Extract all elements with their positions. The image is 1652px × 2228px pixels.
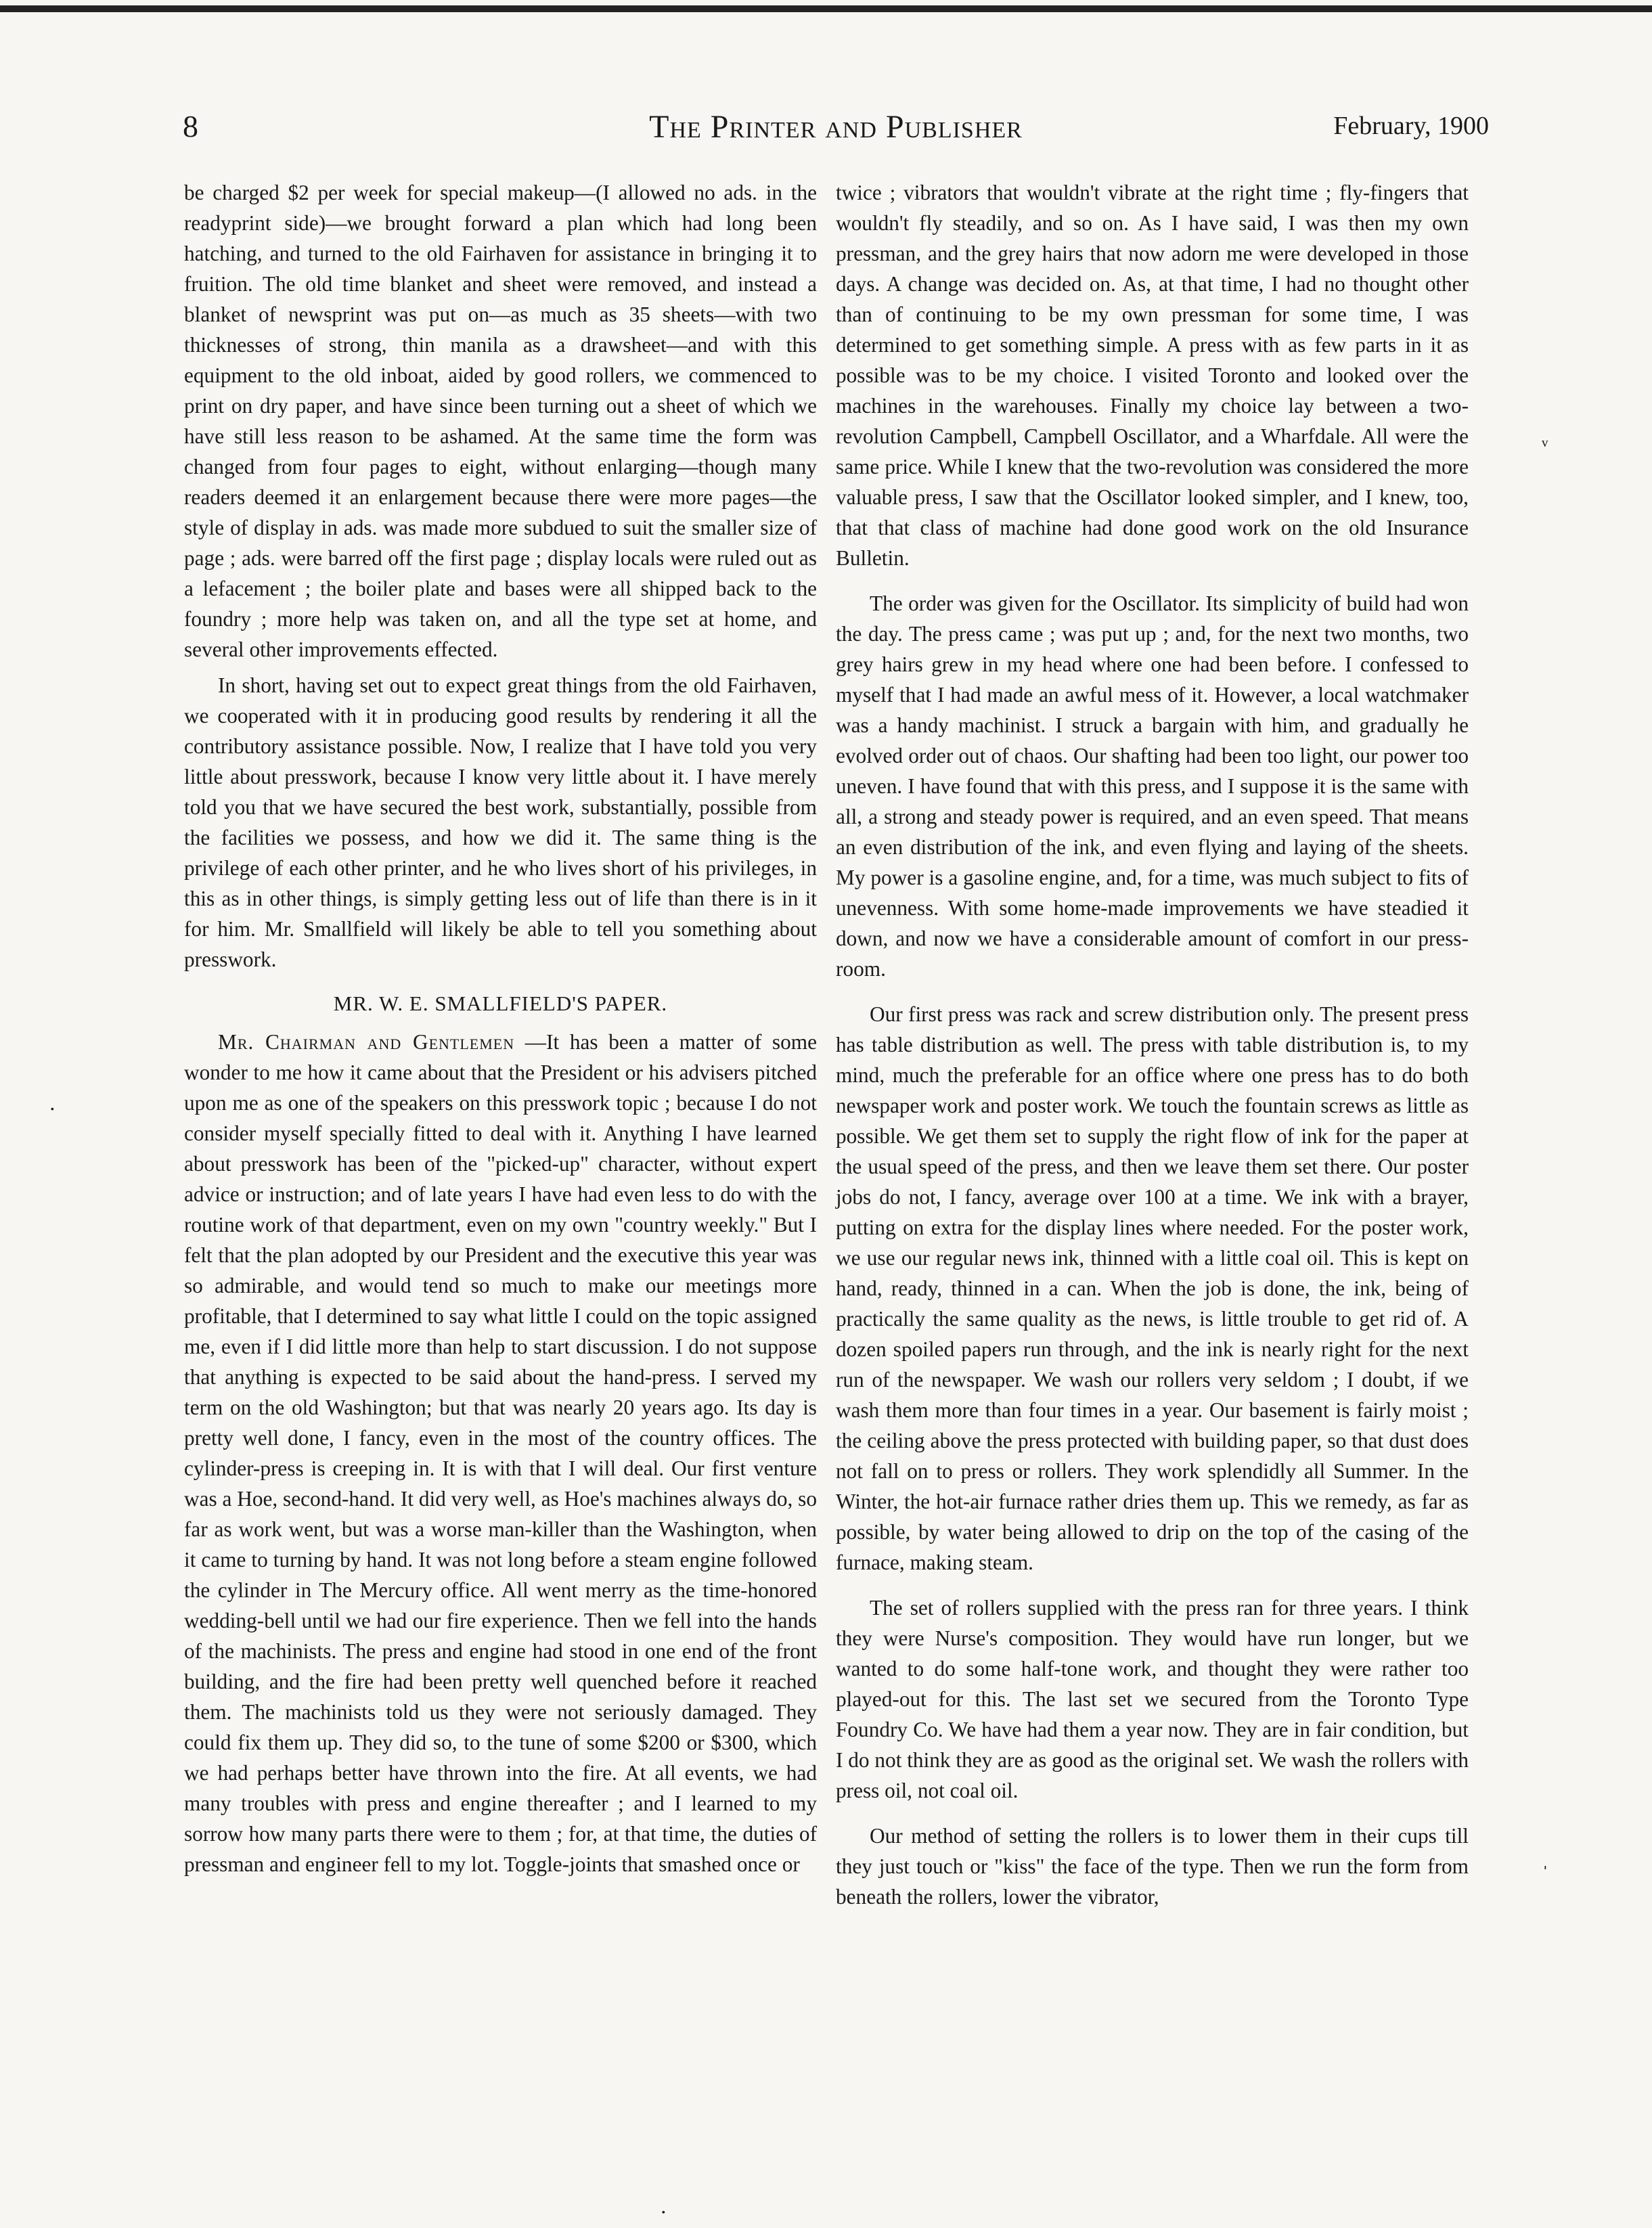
paragraph [184,1027,817,1879]
journal-title: The Printer and Publisher [649,109,1023,145]
margin-mark: ˈ [1542,1861,1549,1886]
paragraph: Our first press was rack and screw distribution only. The present press has table distribution as well. The press with table distribution is, to my mind, much the preferable for an office where one press has to do both newspaper work and poster work. We touch the fountain screws as little as possible. We get them set to supply the right flow of ink for the paper at the usual speed of the press, and then we leave them set there. Our poster jobs do not, I fancy, average over 100 at a time. We ink with a brayer, putting on extra for the display lines where needed. For the poster work, we use our regular news ink, thinned with a little coal oil. This is kept on hand, ready, thinned in a can. When the job is done, the ink, being of practically the same quality as the news, is little trouble to get rid of. A dozen spoiled papers run through, and the ink is nearly right for the next run of the newspaper. We wash our rollers very seldom ; I doubt, if we wash them more than four times in a year. Our basement is fairly moist ; the ceiling above the press protected with building paper, so that dust does not fall on to press or rollers. They work splendidly all Summer. In the Winter, the hot-air furnace rather dries them up. This we remedy, as far as possible, by water being allowed to drip on the top of the casing of the furnace, making steam. [836,1002,1469,1574]
right-column [836,177,1469,1912]
paragraph: The set of rollers supplied with the press ran for three years. I think they were Nurse's composition. They would have run longer, but we wanted to do some half-tone work, and thought they were rather too played-out for this. The last set we secured from the Toronto Type Foundry Co. We have had them a year now. They are in fair condition, but I do not think they are as good as the original set. We wash the rollers with press oil, not coal oil. [836,1596,1469,1802]
salutation: Mr. Chairman and Gentlemen [218,1030,515,1054]
page-number: 8 [183,109,198,143]
paragraph-body: —It has been a matter of some wonder to me how it came about that the President or his advisers pitched upon me as one of the speakers on this presswork topic ; because I do not consider myself specially fitted to deal with it. Anything I have learned about presswork has been of the "picked-up" character, without expert advice or instruction; and of late years I have had even less to do with the routine work of that department, even on my own "country weekly." But I felt that the plan adopted by our President and the executive this year was so admirable, and would tend so much to make our meetings more profitable, that I determined to say what little I could on the topic assigned me, even if I did little more than help to start discussion. I do not suppose that anything is expected to be said about the hand-press. I served my term on the old Washington; but that was nearly 20 years ago. Its day is pretty well done, I fancy, even in the most of the country offices. The cylinder-press is creeping in. It is with that I will deal. Our first venture was a Hoe, second-hand. It did very well, as Hoe's machines always do, so far as work went, but was a worse man-killer than the Washington, when it came to turning by hand. It was not long before a steam engine followed the cylinder in The Mercury office. All went merry as the time-honored wedding-bell until we had our fire experience. Then we fell into the hands of the machinists. The press and engine had stood in one end of the front building, and the fire had been pretty well quenched before it reached them. The machinists told us they were not seriously damaged. They could fix them up. They did so, to the tune of some $200 or $300, which we had perhaps better have thrown into the fire. At all events, we had many troubles with press and engine thereafter ; and I learned to my sorrow how many parts there were to them ; for, at that time, the duties of pressman and engineer fell to my lot. Toggle-joints that smashed once or [184,1030,817,1876]
paragraph: Our method of setting the rollers is to lower them in their cups till they just touch or "kiss" the face of the type. Then we run the form from beneath the rollers, lower the vibrator, [836,1824,1469,1909]
margin-mark: · [660,2200,667,2224]
issue-date: February, 1900 [1333,112,1489,140]
top-border-rule [0,5,1652,12]
page-header [183,108,1489,156]
paragraph: be charged $2 per week for special makeup—(I allowed no ads. in the readyprint side)—we brought forward a plan which had long been hatching, and turned to the old Fairhaven for assistance in bringing it to fruition. The old time blanket and sheet were removed, and instead a blanket of newsprint was put on—as much as 35 sheets—with two thicknesses of strong, thin manila as a drawsheet—and with this equipment to the old inboat, aided by good rollers, we commenced to print on dry paper, and have since been turning out a sheet of which we have still less reason to be ashamed. At the same time the form was changed from four pages to eight, without enlarging—though many readers deemed it an enlargement because there were more pages—the style of display in ads. was made more subdued to suit the smaller size of page ; ads. were barred off the first page ; display locals were ruled out as a lefacement ; the boiler plate and bases were all shipped back to the foundry ; more help was taken on, and all the type set at home, and several other improvements effected. [184,181,817,661]
margin-mark: ᵛ [1542,433,1548,458]
margin-mark: · [49,1096,56,1121]
paragraph: In short, having set out to expect great things from the old Fairhaven, we cooperated with it in producing good results by rendering it all the contributory assistance possible. Now, I realize that I have told you very little about presswork, because I know very little about it. I have merely told you that we have secured the best work, substantially, possible from the facilities we possess, and how we did it. The same thing is the privilege of each other printer, and he who lives short of his privileges, in this as in other things, is simply getting less out of life than there is in it for him. Mr. Smallfield will likely be able to tell you something about presswork. [184,673,817,971]
paragraph: The order was given for the Oscillator. Its simplicity of build had won the day. The press came ; was put up ; and, for the next two months, two grey hairs grew in my head where one had been before. I confessed to myself that I had made an awful mess of it. However, a local watchmaker was a handy machinist. I struck a bargain with him, and gradually he evolved order out of chaos. Our shafting had been too light, our power too uneven. I have found that with this press, and I suppose it is the same with all, a strong and steady power is required, and an even speed. That means an even distribution of the ink, and even flying and laying of the sheets. My power is a gasoline engine, and, for a time, was much subject to fits of unevenness. With some home-made improvements we have steadied it down, and now we have a considerable amount of comfort in our press-room. [836,592,1469,981]
section-heading: MR. W. E. SMALLFIELD'S PAPER. [333,992,668,1015]
left-column [184,177,817,1879]
paragraph: twice ; vibrators that wouldn't vibrate at the right time ; fly-fingers that wouldn't fly steadily, and so on. As I have said, I was then my own pressman, and the grey hairs that now adorn me were developed in those days. A change was decided on. As, at that time, I had no thought other than of continuing to be my own pressman for some time, I was determined to get something simple. A press with as few parts in it as possible was to be my choice. I visited Toronto and looked over the machines in the warehouses. Finally my choice lay between a two-revolution Campbell, Campbell Oscillator, and a Wharfdale. All were the same price. While I knew that the two-revolution was considered the more valuable press, I saw that the Oscillator looked simpler, and I knew, too, that that class of machine had done good work on the old Insurance Bulletin. [836,181,1469,570]
